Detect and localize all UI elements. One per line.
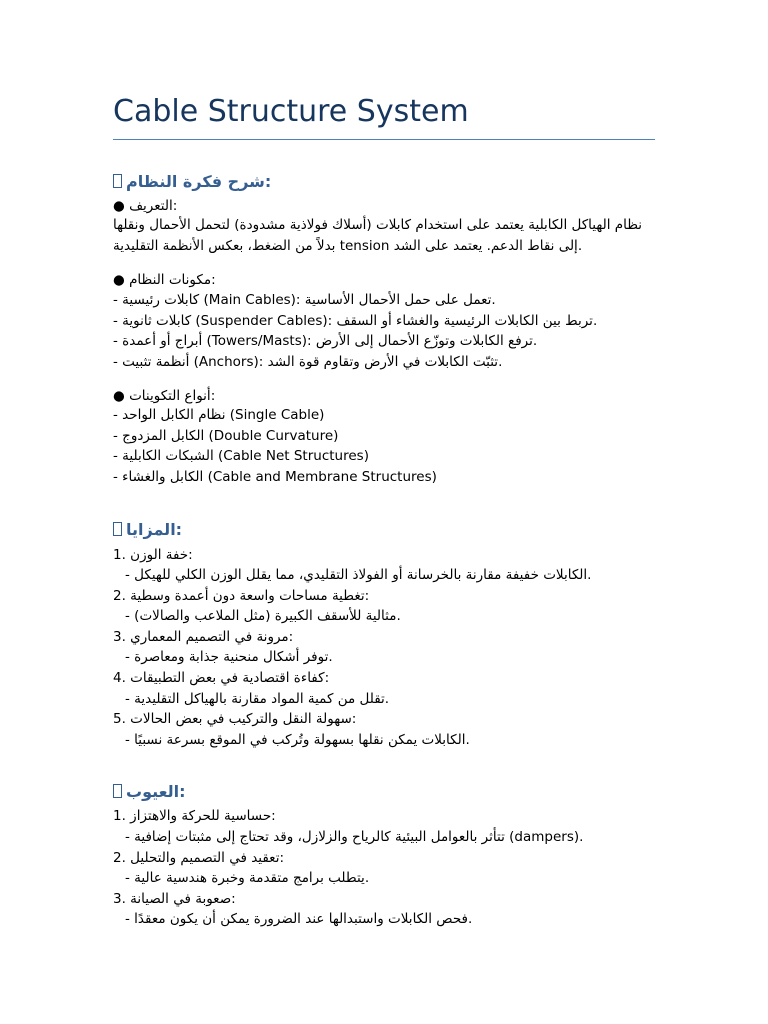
advantage-detail: - توفر أشكال منحنية جذابة ومعاصرة.: [125, 649, 333, 665]
definition-text-line-2: بدلاً من الضغط، بعكس الأنظمة التقليدية tension إلى نقاط الدعم. يعتمد على الشد.: [113, 238, 583, 254]
definition-text-line-1: نظام الهياكل الكابلية يعتمد على استخدام كابلات (أسلاك فولاذية مشدودة) لتحمل الأحمال ونقلها: [113, 217, 643, 233]
component-item: - كابلات رئيسية (Main Cables): تعمل على حمل الأحمال الأساسية.: [113, 292, 496, 308]
component-item: - كابلات ثانوية (Suspender Cables): تربط بين الكابلات الرئيسية والغشاء أو السقف.: [113, 313, 598, 329]
section-heading-concept: شرح فكرة النظام:: [113, 172, 271, 191]
advantage-item: 5. سهولة النقل والتركيب في بعض الحالات:: [113, 711, 357, 727]
advantage-detail: - مثالية للأسقف الكبيرة (مثل الملاعب والصالات).: [125, 608, 401, 624]
configuration-item: - نظام الكابل الواحد (Single Cable): [113, 407, 325, 423]
components-label: ● مكونات النظام:: [113, 272, 216, 288]
title-divider: [113, 139, 655, 140]
document-title: Cable Structure System: [113, 94, 469, 129]
configuration-item: - الشبكات الكابلية (Cable Net Structures): [113, 448, 369, 464]
disadvantage-item: 2. تعقيد في التصميم والتحليل:: [113, 850, 285, 866]
configurations-label: ● أنواع التكوينات:: [113, 388, 216, 404]
advantage-item: 3. مرونة في التصميم المعماري:: [113, 629, 294, 645]
section-heading-disadvantages: العيوب:: [113, 782, 186, 801]
configuration-item: - الكابل المزدوج (Double Curvature): [113, 428, 339, 444]
disadvantage-detail: - تتأثر بالعوامل البيئية كالرياح والزلازل، وقد تحتاج إلى مثبتات إضافية (dampers).: [125, 829, 584, 845]
advantage-item: 4. كفاءة اقتصادية في بعض التطبيقات:: [113, 670, 330, 686]
section-heading-advantages: المزايا:: [113, 520, 182, 539]
missing-glyph-icon: [113, 174, 122, 188]
disadvantage-item: 1. حساسية للحركة والاهتزاز:: [113, 808, 276, 824]
missing-glyph-icon: [113, 784, 122, 798]
advantage-detail: - الكابلات يمكن نقلها بسهولة وتُركب في الموقع بسرعة نسبيًا.: [125, 732, 470, 748]
advantage-detail: - تقلل من كمية المواد مقارنة بالهياكل التقليدية.: [125, 691, 390, 707]
advantage-detail: - الكابلات خفيفة مقارنة بالخرسانة أو الفولاذ التقليدي، مما يقلل الوزن الكلي للهيكل.: [125, 567, 592, 583]
configuration-item: - الكابل والغشاء (Cable and Membrane Structures): [113, 469, 437, 485]
component-item: - أنظمة تثبيت (Anchors): تثبّت الكابلات في الأرض وتقاوم قوة الشد.: [113, 354, 503, 370]
missing-glyph-icon: [113, 522, 122, 536]
disadvantage-detail: - فحص الكابلات واستبدالها عند الضرورة يمكن أن يكون معقدًا.: [125, 911, 473, 927]
advantage-item: 1. خفة الوزن:: [113, 547, 193, 563]
disadvantage-detail: - يتطلب برامج متقدمة وخبرة هندسية عالية.: [125, 870, 370, 886]
component-item: - أبراج أو أعمدة (Towers/Masts): ترفع الكابلات وتوزّع الأحمال إلى الأرض.: [113, 333, 538, 349]
advantage-item: 2. تغطية مساحات واسعة دون أعمدة وسطية:: [113, 588, 370, 604]
disadvantage-item: 3. صعوبة في الصيانة:: [113, 891, 236, 907]
definition-label: ● التعريف:: [113, 198, 178, 214]
